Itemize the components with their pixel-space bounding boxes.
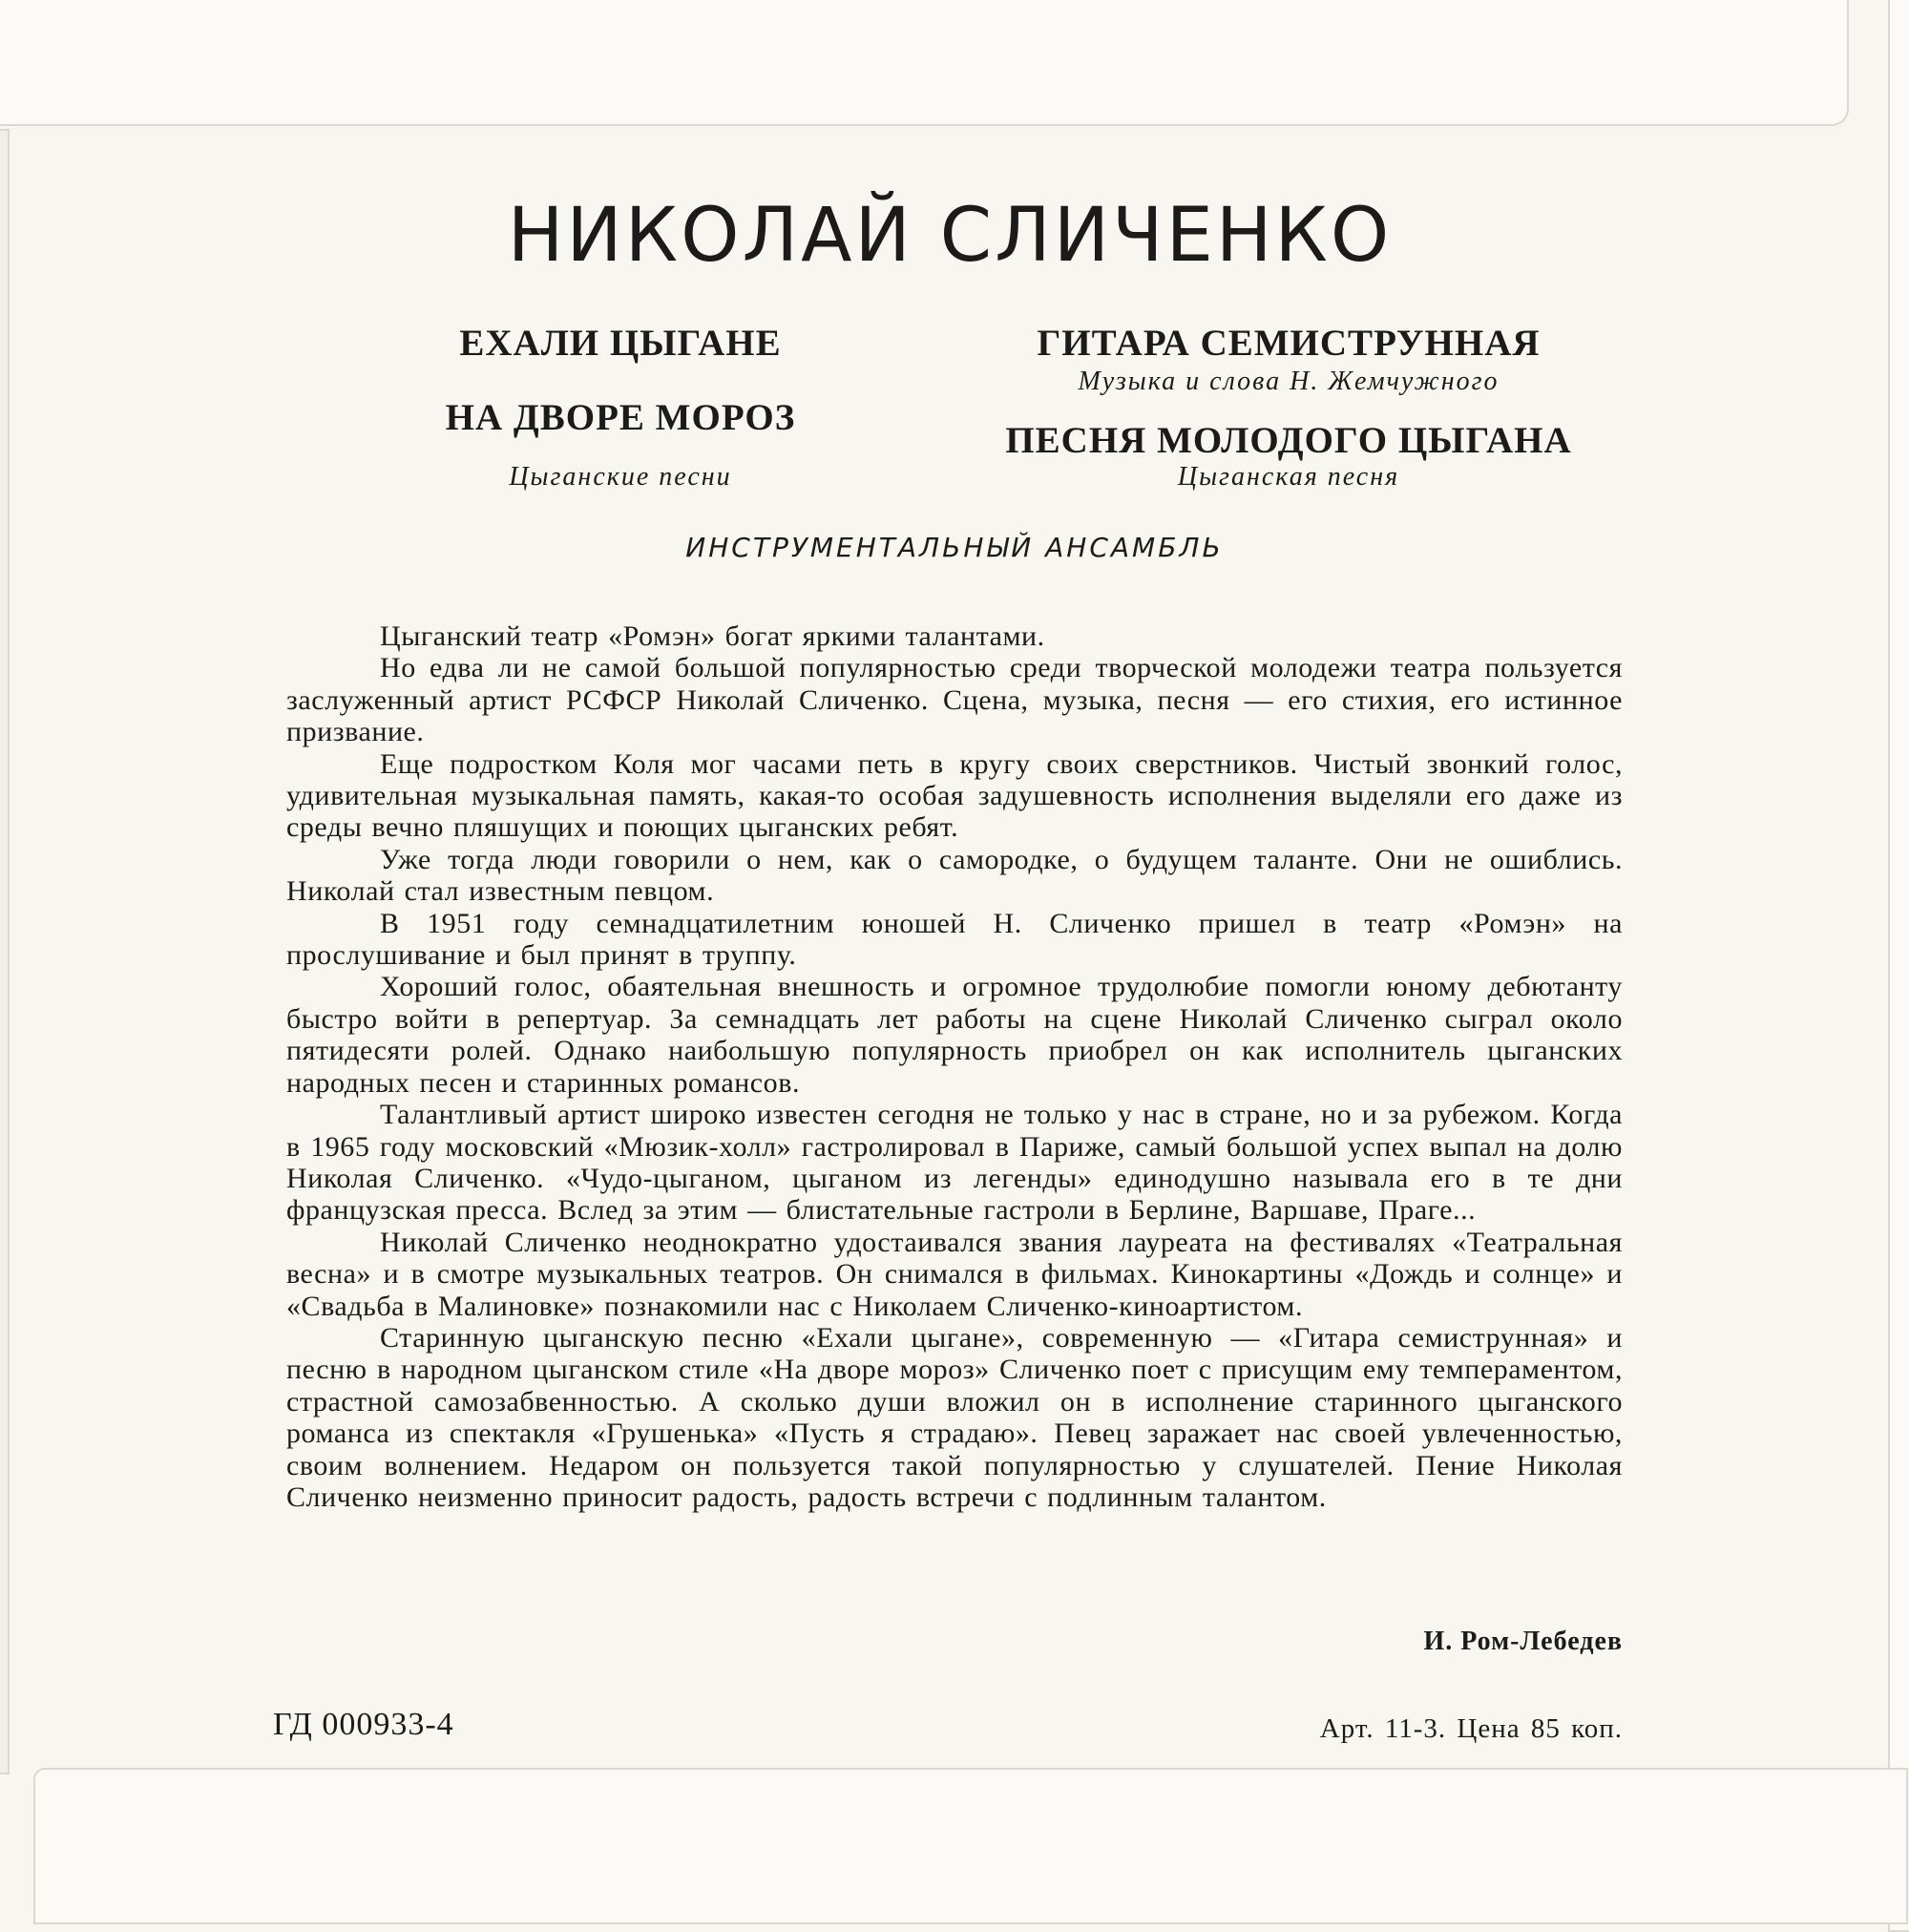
track-left-song-1: ЕХАЛИ ЦЫГАНЕ <box>459 323 782 364</box>
ensemble-label: ИНСТРУМЕНТАЛЬНЫЙ АНСАМБЛЬ <box>685 532 1224 563</box>
sleeve-right-edge <box>1888 0 1909 1932</box>
track-right-song-1: ГИТАРА СЕМИСТРУННАЯ <box>1037 323 1541 364</box>
liner-paragraph: Цыганский театр «Ромэн» богат яркими талантами. <box>380 620 1045 652</box>
catalog-number: ГД 000933-4 <box>273 1707 454 1742</box>
liner-paragraph: Уже тогда люди говорили о нем, как о самородке, о будущем таланте. Они не ошиблись. Николай стал известным певцом. <box>286 843 1623 908</box>
liner-paragraph: Николай Сличенко неоднократно удостаивался звания лауреата на фестивалях «Театральная весна» и в смотре музыкальных театров. Он снимался в фильмах. Кинокартины «Дождь и солнце» и «Свадьба в Малиновке» познакомили нас с Николаем Сличенко-киноартистом. <box>286 1226 1623 1322</box>
liner-paragraph: Еще подростком Коля мог часами петь в кругу своих сверстников. Чистый звонкий голос, удивительная музыкальная память, какая-то особая задушевность исполнения выделяли его даже из среды вечно пляшущих и поющих цыганских ребят. <box>286 747 1623 844</box>
artist-title: НИКОЛАЙ СЛИЧЕНКО <box>507 193 1393 279</box>
track-left-song-2: НА ДВОРЕ МОРОЗ <box>445 397 796 438</box>
liner-paragraph: Талантливый артист широко известен сегодня не только у нас в стране, но и за рубежом. Когда в 1965 году московский «Мюзик-холл» гастролировал в Париже, самый большой успех выпал на долю Николая Сличенко. «Чудо-цыганом, цыганом из легенды» единодушно называла его в те дни французская пресса. Вслед за этим — блистательные гастроли в Берлине, Варшаве, Праге... <box>286 1099 1623 1227</box>
sleeve-left-edge <box>0 129 10 1774</box>
liner-notes <box>286 620 1623 1513</box>
track-right-song-2-note: Цыганская песня <box>1177 462 1400 492</box>
sleeve-top-edge <box>0 0 1849 126</box>
sleeve-bottom-edge <box>33 1768 1908 1924</box>
track-right-song-1-note: Музыка и слова Н. Жемчужного <box>1078 367 1500 396</box>
liner-paragraph: Но едва ли не самой большой популярностью среди творческой молодежи театра пользуется заслуженный артист РСФСР Николай Сличенко. Сцена, музыка, песня — его стихия, его истинное призвание. <box>286 652 1623 748</box>
article-author: И. Ром-Лебедев <box>1423 1627 1623 1656</box>
liner-paragraph: Хороший голос, обаятельная внешность и огромное трудолюбие помогли юному дебютанту быстро войти в репертуар. За семнадцать лет работы на сцене Николай Сличенко сыграл около пятидесяти ролей. Однако наибольшую популярность приобрел он как исполнитель цыганских народных песен и старинных романсов. <box>286 971 1623 1099</box>
liner-paragraph: Старинную цыганскую песню «Ехали цыгане», современную — «Гитара семиструнная» и песню в народном цыганском стиле «На дворе мороз» Сличенко поет с присущим ему темпераментом, страстной самозабвенностью. А сколько души вложил он в исполнение старинного цыганского романса из спектакля «Грушенька» «Пусть я страдаю». Певец заражает нас своей увлеченностью, своим волнением. Недаром он пользуется такой популярностью у слушателей. Пение Николая Сличенко неизменно приносит радость, радость встречи с подлинным талантом. <box>286 1321 1623 1513</box>
track-left-note: Цыганские песни <box>509 462 732 492</box>
liner-paragraph: В 1951 году семнадцатилетним юношей Н. Сличенко пришел в театр «Ромэн» на прослушивание и был принят в труппу. <box>286 907 1623 972</box>
track-right-song-2: ПЕСНЯ МОЛОДОГО ЦЫГАНА <box>1005 420 1572 461</box>
price-label: Арт. 11-3. Цена 85 коп. <box>1319 1713 1623 1744</box>
